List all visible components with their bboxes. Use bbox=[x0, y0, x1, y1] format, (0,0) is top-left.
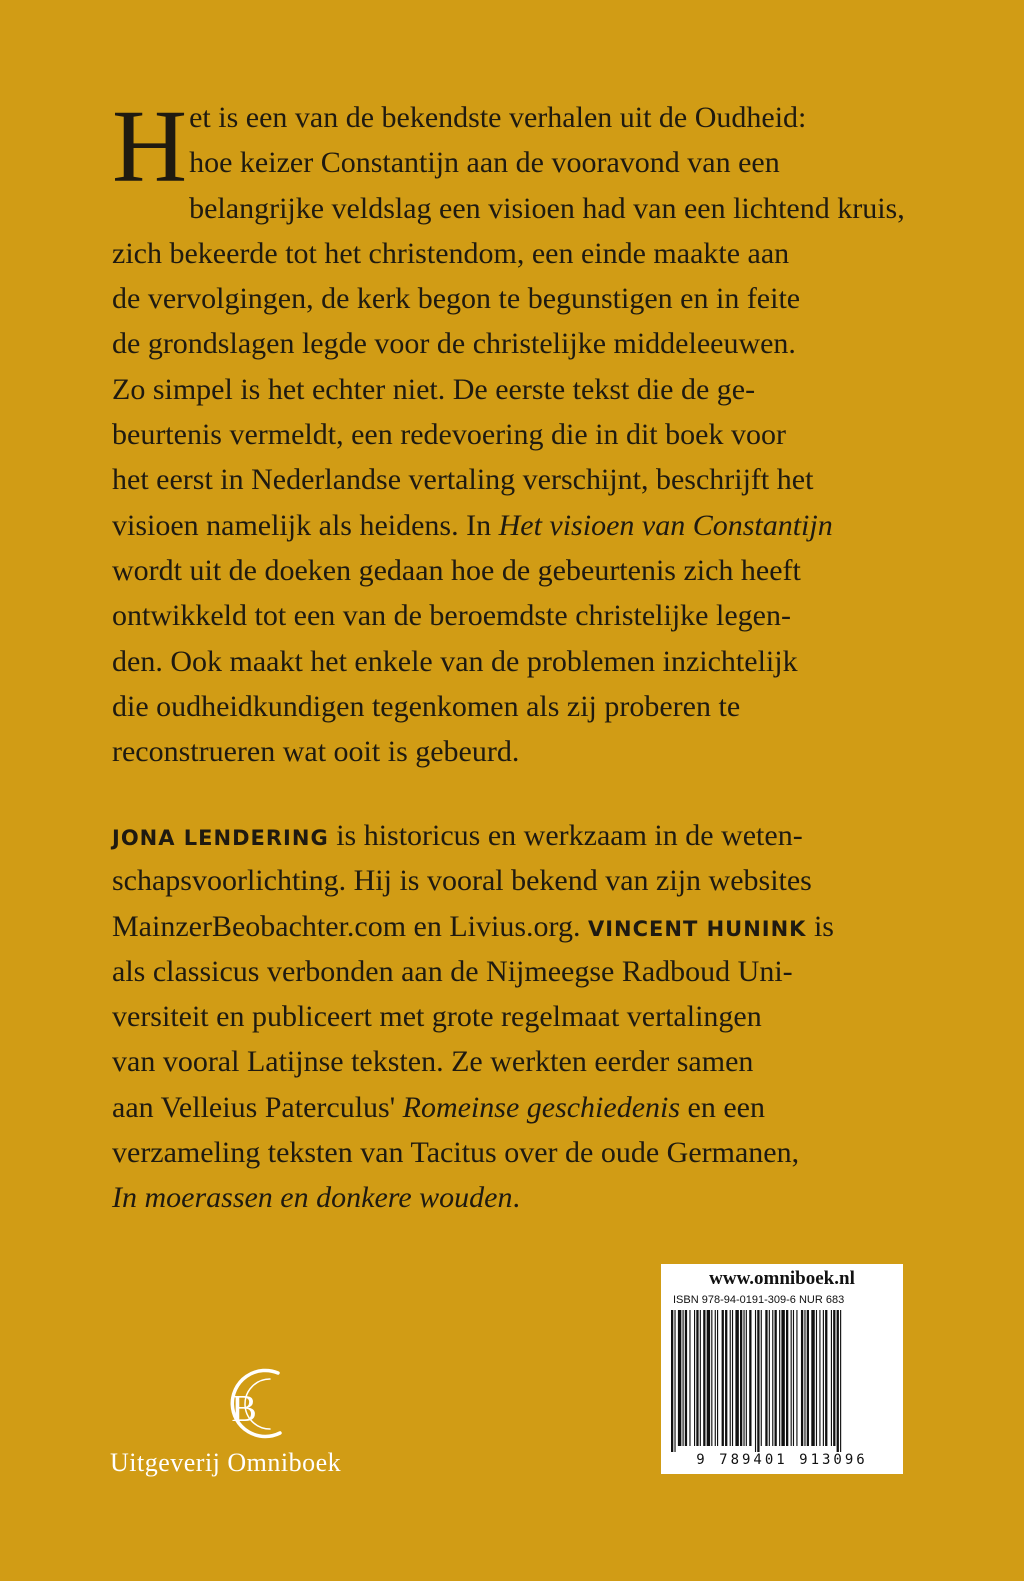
barcode-bar bbox=[732, 1310, 733, 1446]
barcode-bar bbox=[757, 1310, 759, 1452]
barcode-bar bbox=[816, 1310, 817, 1446]
blurb-line: hoe keizer Constantijn aan de vooravond van een bbox=[189, 146, 780, 180]
barcode-bar bbox=[837, 1310, 839, 1452]
barcode-bar bbox=[703, 1310, 705, 1446]
barcode-icon bbox=[671, 1310, 893, 1452]
barcode-bar bbox=[678, 1310, 681, 1446]
blurb-line bbox=[112, 503, 932, 548]
book-title-italic: Romeinse geschiedenis bbox=[402, 1090, 681, 1124]
barcode-bar bbox=[694, 1310, 695, 1446]
barcode-bar bbox=[831, 1310, 832, 1446]
barcode-bar bbox=[717, 1310, 718, 1446]
bio-line: versiteit en publiceert met grote regelmaat vertalingen bbox=[112, 1000, 762, 1034]
barcode-bar bbox=[781, 1310, 784, 1446]
barcode-bar bbox=[689, 1310, 690, 1446]
barcode-bar bbox=[671, 1310, 673, 1452]
barcode-bar bbox=[683, 1310, 684, 1446]
book-title-italic: In moerassen en donkere wouden bbox=[112, 1181, 513, 1215]
barcode-panel bbox=[661, 1264, 903, 1474]
blurb-line: het eerst in Nederlandse vertaling verschijnt, beschrijft het bbox=[112, 463, 814, 497]
blurb-line: zich bekeerde tot het christendom, een einde maakte aan bbox=[112, 236, 790, 270]
barcode-bar bbox=[807, 1310, 809, 1446]
barcode-bar bbox=[746, 1310, 747, 1446]
barcode-bar bbox=[725, 1310, 727, 1446]
bio-line bbox=[112, 1175, 932, 1220]
bio-line bbox=[112, 904, 932, 949]
blurb-line: de vervolgingen, de kerk begon te begunstigen en in feite bbox=[112, 282, 801, 316]
barcode-bar bbox=[840, 1310, 841, 1452]
blurb-line: de grondslagen legde voor de christelijke middeleeuwen. bbox=[112, 327, 796, 361]
bio-text: is historicus en werkzaam in de weten- bbox=[328, 819, 803, 852]
barcode-bar bbox=[685, 1310, 687, 1446]
book-title-italic: Het visioen van Constantijn bbox=[498, 508, 833, 542]
barcode-bar bbox=[793, 1310, 794, 1446]
barcode-bar bbox=[700, 1310, 701, 1446]
bio-line: als classicus verbonden aan de Nijmeegse Radboud Uni- bbox=[112, 954, 793, 988]
publisher-name: Uitgeverij Omniboek bbox=[110, 1448, 342, 1477]
bio-line: van vooral Latijnse teksten. Ze werkten eerder samen bbox=[112, 1045, 754, 1079]
barcode-bar bbox=[823, 1310, 824, 1446]
blurb-line: reconstrueren wat ooit is gebeurd. bbox=[112, 735, 520, 769]
author-bio-paragraph bbox=[112, 813, 932, 1221]
barcode-bar bbox=[696, 1310, 698, 1446]
blurb-paragraph bbox=[112, 89, 932, 774]
barcode-bar bbox=[715, 1310, 716, 1446]
bio-text: is bbox=[806, 909, 834, 943]
author-name-lendering: JONA LENDERING bbox=[112, 826, 329, 850]
barcode-bar bbox=[674, 1310, 675, 1452]
isbn-label: ISBN 978-94-0191-309-6 NUR 683 bbox=[673, 1294, 845, 1306]
blurb-line: belangrijke veldslag een visioen had van een lichtend kruis, bbox=[189, 191, 905, 225]
blurb-line: wordt uit de doeken gedaan hoe de gebeurtenis zich heeft bbox=[112, 553, 801, 587]
barcode-number: 9 789401 913096 bbox=[696, 1452, 868, 1468]
blurb-line: Zo simpel is het echter niet. De eerste tekst die de ge- bbox=[112, 372, 756, 406]
bio-line bbox=[112, 1085, 932, 1130]
barcode-bar bbox=[749, 1310, 751, 1446]
bio-text: en een bbox=[680, 1090, 765, 1124]
barcode-bar bbox=[707, 1310, 710, 1446]
barcode-bar bbox=[730, 1310, 731, 1446]
barcode-bar bbox=[811, 1310, 814, 1446]
barcode-bar bbox=[772, 1310, 773, 1446]
barcode-bar bbox=[825, 1310, 827, 1446]
bio-line: schapsvoorlichting. Hij is vooral bekend van zijn websites bbox=[112, 864, 812, 898]
barcode-bar bbox=[743, 1310, 744, 1446]
barcode-bar bbox=[791, 1310, 792, 1446]
bio-text: MainzerBeobachter.com en Livius.org. bbox=[112, 909, 588, 943]
barcode-bar bbox=[804, 1310, 805, 1446]
barcode-bar bbox=[711, 1310, 712, 1446]
bio-line: verzameling teksten van Tacitus over de oude Germanen, bbox=[112, 1136, 800, 1170]
blurb-line: ontwikkeld tot een van de beroemdste christelijke legen- bbox=[112, 599, 791, 633]
bio-line bbox=[112, 813, 932, 858]
barcode-bar bbox=[769, 1310, 770, 1446]
barcode-bar bbox=[735, 1310, 738, 1446]
blurb-line: et is een van de bekendste verhalen uit de Oudheid: bbox=[189, 101, 807, 134]
publisher-url: www.omniboek.nl bbox=[709, 1268, 855, 1289]
bio-text: . bbox=[512, 1181, 520, 1215]
blurb-text: visioen namelijk als heidens. In bbox=[112, 508, 499, 542]
drop-cap: H bbox=[112, 89, 188, 204]
barcode-bar bbox=[801, 1310, 803, 1446]
barcode-bar bbox=[755, 1310, 756, 1452]
blurb-line: den. Ook maakt het enkele van de problemen inzichtelijk bbox=[112, 644, 798, 678]
barcode-bar bbox=[833, 1310, 835, 1446]
barcode-bar bbox=[779, 1310, 780, 1446]
barcode-bar bbox=[740, 1310, 742, 1446]
barcode-bar bbox=[796, 1310, 797, 1446]
barcode-bar bbox=[765, 1310, 767, 1446]
barcode-bar bbox=[819, 1310, 820, 1446]
barcode-bar bbox=[775, 1310, 777, 1446]
logo-letter: B bbox=[231, 1388, 257, 1430]
blurb-line: die oudheidkundigen tegenkomen als zij proberen te bbox=[112, 689, 741, 723]
barcode-bar bbox=[722, 1310, 724, 1446]
barcode-bar bbox=[786, 1310, 788, 1446]
author-name-hunink: VINCENT HUNINK bbox=[587, 916, 807, 941]
barcode-bar bbox=[761, 1310, 762, 1446]
bio-text: aan Velleius Paterculus' bbox=[112, 1090, 403, 1124]
blurb-line: beurtenis vermeldt, een redevoering die in dit boek voor bbox=[112, 418, 786, 452]
